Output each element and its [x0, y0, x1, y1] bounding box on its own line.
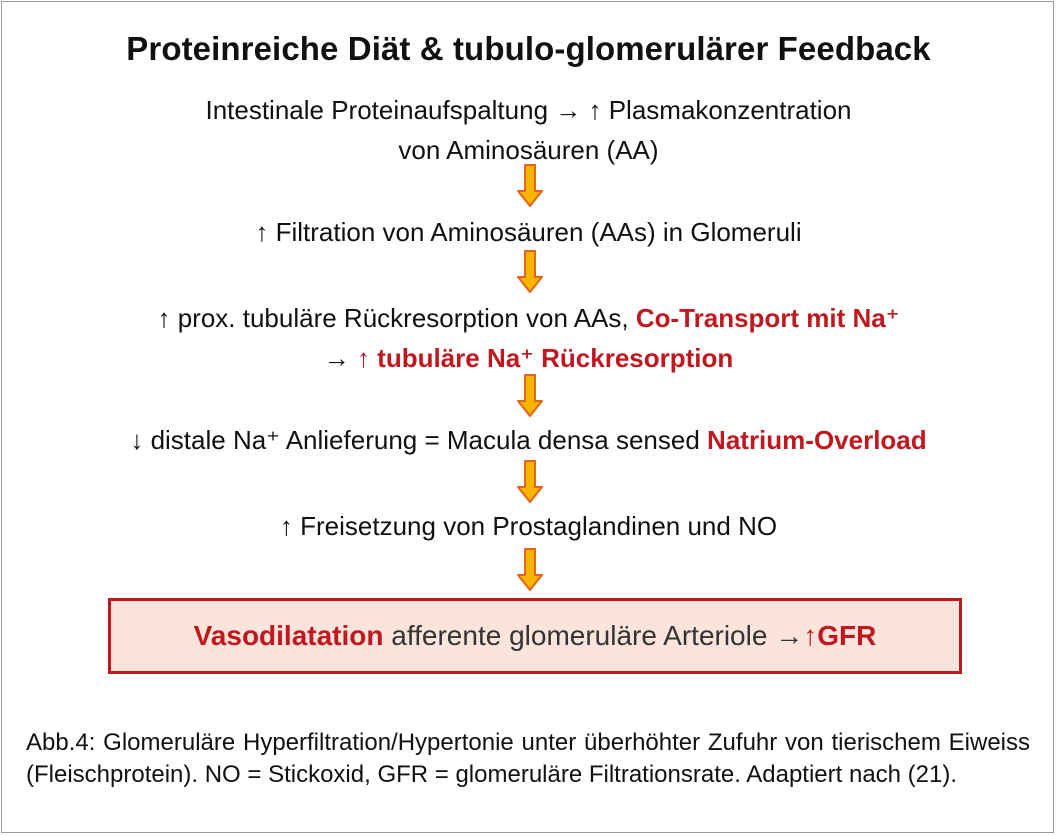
step-5: ↑ Freisetzung von Prostaglandinen und NO	[279, 511, 778, 541]
step-1-line-2: von Aminosäuren (AA)	[398, 135, 659, 165]
result-box	[108, 598, 962, 674]
result-text: afferente glomeruläre Arteriole →	[391, 620, 804, 651]
step-1-line-1: Intestinale Proteinaufspaltung → ↑ Plasmakonzentration	[205, 95, 852, 125]
result-gfr: ↑GFR	[803, 620, 877, 651]
flow-arrow-3	[516, 374, 544, 418]
step-4-text: ↓ distale Na⁺ Anlieferung = Macula densa sensed	[130, 425, 700, 455]
step-3-text: ↑ prox. tubuläre Rückresorption von AAs,	[157, 303, 629, 333]
step-3-line-1	[0, 298, 1057, 338]
figure-caption: Abb.4: Glomeruläre Hyperfiltration/Hypertonie unter überhöhter Zufuhr von tierischem Eiweiss (Fleischprotein). NO = Stickoxid, GFR = glomeruläre Filtrationsrate. Adaptiert nach (21).	[26, 729, 1030, 788]
step-3-line-2	[0, 338, 1057, 378]
step-3-result: ↑ tubuläre Na⁺ Rückresorption	[356, 343, 734, 373]
result-highlight: Vasodilatation	[193, 620, 384, 651]
step-3-arrow: →	[323, 343, 350, 373]
step-3-highlight: Co-Transport mit Na⁺	[635, 303, 900, 333]
diagram-title: Proteinreiche Diät & tubulo-glomerulärer Feedback	[126, 30, 931, 67]
flow-arrow-2	[516, 250, 544, 294]
flow-arrow-1	[516, 164, 544, 208]
step-2: ↑ Filtration von Aminosäuren (AAs) in Glomeruli	[255, 217, 802, 247]
flow-arrow-4	[516, 460, 544, 504]
step-4-highlight: Natrium-Overload	[707, 425, 927, 455]
step-4	[0, 420, 1057, 460]
flow-arrow-5	[516, 548, 544, 592]
